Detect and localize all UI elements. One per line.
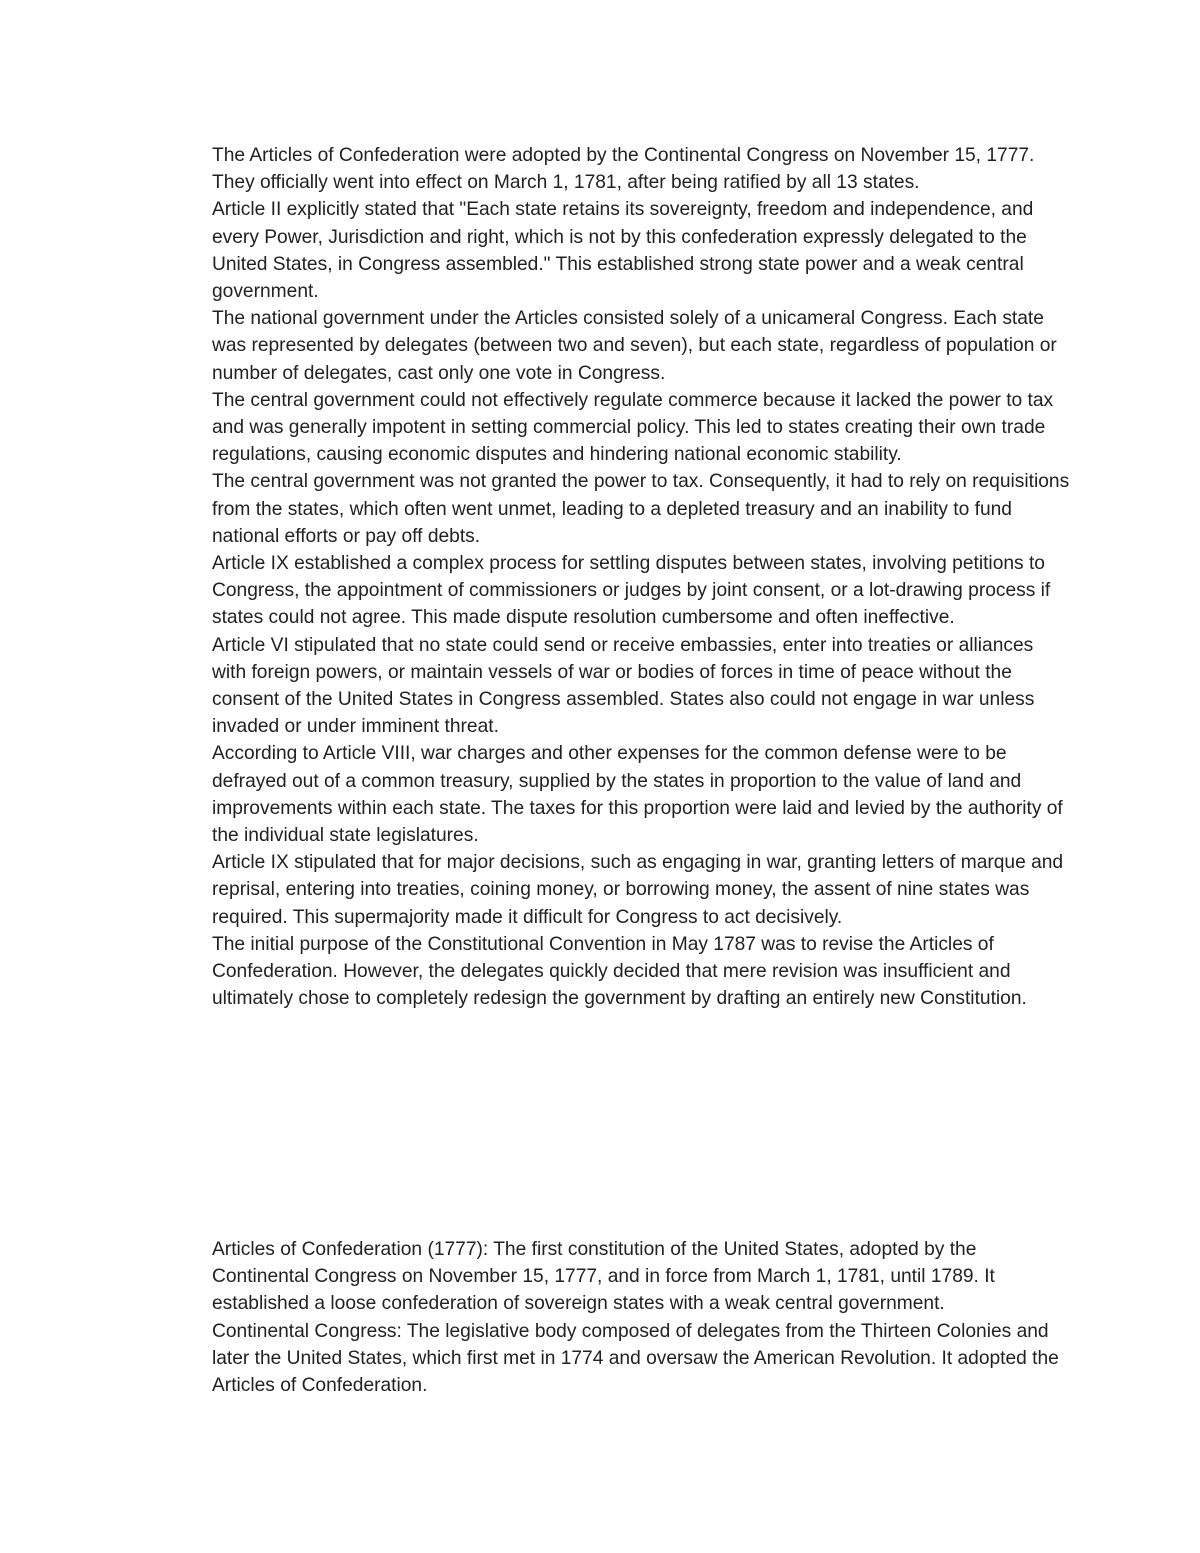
glossary-entry-articles: Articles of Confederation (1777): The first constitution of the United States, adopted by the Continental Congress on November 15, 1777, and in force from March 1, 1781, until 1789. It established a loose confederation of sovereign states with a weak central government. <box>212 1239 995 1315</box>
paragraph-commerce: The central government could not effectively regulate commerce because it lacked the power to tax and was generally impotent in setting commercial policy. This led to states creating their own trade regulations, causing economic disputes and hindering national economic stability. <box>212 389 1054 466</box>
paragraph-convention: The initial purpose of the Constitutional Convention in May 1787 was to revise the Articles of Confederation. However, the delegates quickly decided that mere revision was insufficient and ultimately chose to completely redesign the government by drafting an entirely new Constitution. <box>212 933 1027 1010</box>
glossary-block <box>212 1236 1072 1399</box>
paragraph-article-ii: Article II explicitly stated that "Each state retains its sovereignty, freedom and independence, and every Power, Jurisdiction and right, which is not by this confederation expressly delegated to the United States, in Congress assembled." This established strong state power and a weak central government. <box>212 199 1034 303</box>
paragraph-taxation: The central government was not granted the power to tax. Consequently, it had to rely on requisitions from the states, which often went unmet, leading to a depleted treasury and an inability to fund national efforts or pay off debts. <box>212 471 1070 547</box>
paragraph-article-vi: Article VI stipulated that no state could send or receive embassies, enter into treaties or alliances with foreign powers, or maintain vessels of war or bodies of forces in time of peace without the consent of the United States in Congress assembled. States also could not engage in war unless invaded or under imminent threat. <box>212 634 1035 738</box>
main-text-block <box>212 142 1072 1013</box>
glossary-entry-continental-congress: Continental Congress: The legislative body composed of delegates from the Thirteen Colonies and later the United States, which first met in 1774 and oversaw the American Revolution. It adopted the Articles of Confederation. <box>212 1320 1059 1397</box>
paragraph-national-government: The national government under the Articles consisted solely of a unicameral Congress. Each state was represented by delegates (between two and seven), but each state, regardless of population or number of delegates, cast only one vote in Congress. <box>212 308 1057 384</box>
paragraph-article-viii: According to Article VIII, war charges and other expenses for the common defense were to be defrayed out of a common treasury, supplied by the states in proportion to the value of land and improvements within each state. The taxes for this proportion were laid and levied by the authority of the individual state legislatures. <box>212 743 1063 847</box>
paragraph-disputes: Article IX established a complex process for settling disputes between states, involving petitions to Congress, the appointment of commissioners or judges by joint consent, or a lot-drawing process if states could not agree. This made dispute resolution cumbersome and often ineffective. <box>212 553 1051 629</box>
paragraph-adoption: The Articles of Confederation were adopted by the Continental Congress on November 15, 1777. They officially went into effect on March 1, 1781, after being ratified by all 13 states. <box>212 145 1035 194</box>
paragraph-supermajority: Article IX stipulated that for major decisions, such as engaging in war, granting letters of marque and reprisal, entering into treaties, coining money, or borrowing money, the assent of nine states was required. This supermajority made it difficult for Congress to act decisively. <box>212 852 1064 928</box>
